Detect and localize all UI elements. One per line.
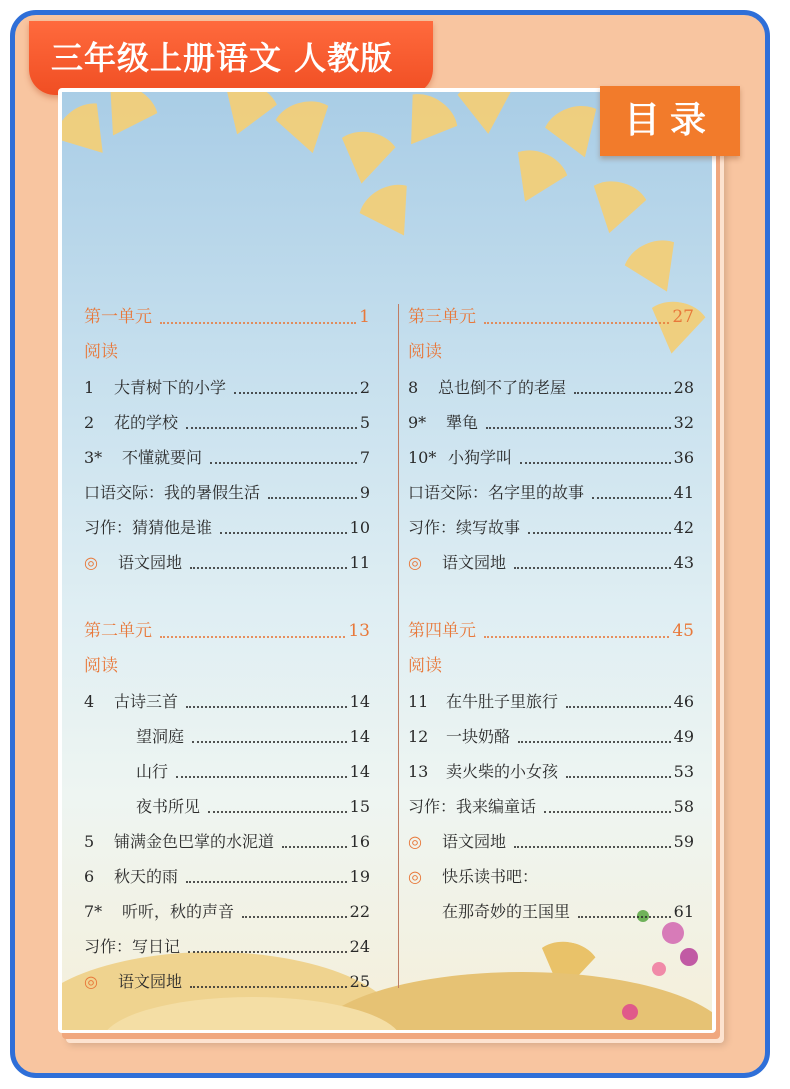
leader-dots <box>186 706 347 708</box>
unit-page: 1 <box>359 307 370 327</box>
toc-entry[interactable] <box>84 545 370 580</box>
unit-title: 第四单元 <box>408 621 476 641</box>
entry-page: 7 <box>359 448 370 467</box>
leader-dots <box>578 916 671 918</box>
unit-page: 13 <box>348 621 370 641</box>
toc-entry[interactable] <box>408 754 694 789</box>
leader-dots <box>268 497 357 499</box>
toc-entry[interactable] <box>84 475 370 510</box>
unit-section <box>408 300 694 580</box>
leader-dots <box>210 462 357 464</box>
entry-title: 听听，秋的声音 <box>122 902 235 921</box>
leader-dots <box>544 811 671 813</box>
leader-dots <box>220 532 347 534</box>
leader-dots <box>160 322 356 324</box>
toc-entry[interactable] <box>408 475 694 510</box>
unit-heading[interactable] <box>84 614 370 649</box>
entry-page: 24 <box>349 937 370 956</box>
leader-dots <box>190 567 347 569</box>
toc-entry[interactable] <box>84 754 370 789</box>
toc-entry[interactable] <box>408 545 694 580</box>
entry-page: 59 <box>673 832 694 851</box>
entry-title: 犟龟 <box>446 413 479 432</box>
entry-page: 14 <box>349 727 370 746</box>
entry-title: 花的学校 <box>114 413 179 432</box>
category-label: 阅读 <box>408 342 442 362</box>
toc-entry[interactable] <box>408 684 694 719</box>
entry-number: 4 <box>84 692 95 711</box>
leader-dots <box>484 322 669 324</box>
entry-page: 42 <box>673 518 694 537</box>
entry-page: 15 <box>349 797 370 816</box>
entry-title: 夜书所见 <box>136 797 201 816</box>
circle-bullet-icon: ◎ <box>408 553 422 572</box>
toc-entry[interactable] <box>84 440 370 475</box>
entry-page: 22 <box>349 902 370 921</box>
entry-title: 口语交际：我的暑假生活 <box>84 483 261 502</box>
entry-title: 在那奇妙的王国里 <box>442 902 571 921</box>
leader-dots <box>592 497 671 499</box>
entry-page: 2 <box>359 378 370 397</box>
ginkgo-leaf-icon <box>450 92 522 137</box>
leader-dots <box>208 811 347 813</box>
category-label: 阅读 <box>408 656 442 676</box>
leader-dots <box>574 392 671 394</box>
unit-section <box>408 614 694 929</box>
toc-entry[interactable] <box>84 894 370 929</box>
entry-title: 不懂就要问 <box>122 448 203 467</box>
toc-entry[interactable] <box>84 964 370 999</box>
entry-page: 41 <box>673 483 694 502</box>
toc-entry[interactable] <box>408 405 694 440</box>
entry-title: 卖火柴的小女孩 <box>446 762 559 781</box>
entry-page: 58 <box>673 797 694 816</box>
circle-bullet-icon: ◎ <box>84 553 98 572</box>
toc-entry[interactable] <box>408 894 694 929</box>
unit-heading[interactable] <box>408 614 694 649</box>
entry-title: 语文园地 <box>118 553 183 572</box>
entry-page: 11 <box>349 553 370 572</box>
leader-dots <box>514 846 671 848</box>
entry-number: 6 <box>84 867 95 886</box>
flower-icon <box>652 962 666 976</box>
toc-entry[interactable] <box>84 719 370 754</box>
category-label: 阅读 <box>84 656 118 676</box>
toc-entry[interactable] <box>408 370 694 405</box>
entry-title: 习作：猜猜他是谁 <box>84 518 213 537</box>
leader-dots <box>188 951 347 953</box>
entry-number: 12 <box>408 727 429 746</box>
toc-entry[interactable] <box>408 719 694 754</box>
toc-entry[interactable] <box>84 789 370 824</box>
unit-heading[interactable] <box>84 300 370 335</box>
toc-column-right <box>408 300 694 963</box>
entry-title: 在牛肚子里旅行 <box>446 692 559 711</box>
entry-title: 秋天的雨 <box>114 867 179 886</box>
toc-entry[interactable] <box>84 929 370 964</box>
entry-number: 8 <box>408 378 419 397</box>
toc-entry[interactable] <box>408 440 694 475</box>
entry-page: 49 <box>673 727 694 746</box>
leader-dots <box>514 567 671 569</box>
toc-entry[interactable] <box>408 824 694 859</box>
ginkgo-leaf-icon <box>349 173 434 252</box>
toc-column-left <box>84 300 370 1033</box>
entry-page: 61 <box>673 902 694 921</box>
unit-heading[interactable] <box>408 300 694 335</box>
entry-page: 5 <box>359 413 370 432</box>
entry-title: 口语交际：名字里的故事 <box>408 483 585 502</box>
entry-title: 铺满金色巴掌的水泥道 <box>114 832 275 851</box>
leader-dots <box>566 776 671 778</box>
toc-entry[interactable] <box>84 370 370 405</box>
ginkgo-leaf-icon <box>576 174 655 242</box>
unit-section <box>84 300 370 580</box>
entry-number: 10* <box>408 448 437 467</box>
entry-title: 习作：写日记 <box>84 937 181 956</box>
circle-bullet-icon: ◎ <box>408 867 422 886</box>
entry-page: 14 <box>349 762 370 781</box>
entry-page: 36 <box>673 448 694 467</box>
entry-title: 习作：我来编童话 <box>408 797 537 816</box>
toc-entry[interactable] <box>84 684 370 719</box>
leader-dots <box>528 532 671 534</box>
entry-page: 53 <box>673 762 694 781</box>
unit-title: 第二单元 <box>84 621 152 641</box>
leader-dots <box>190 986 347 988</box>
entry-page: 46 <box>673 692 694 711</box>
entry-page: 16 <box>349 832 370 851</box>
leader-dots <box>160 636 345 638</box>
entry-number: 7* <box>84 902 103 921</box>
entry-number: 3* <box>84 448 103 467</box>
category-label: 阅读 <box>84 342 118 362</box>
entry-number: 9* <box>408 413 427 432</box>
unit-title: 第一单元 <box>84 307 152 327</box>
toc-entry[interactable] <box>84 510 370 545</box>
entry-number: 2 <box>84 413 95 432</box>
unit-page: 45 <box>672 621 694 641</box>
entry-page: 9 <box>359 483 370 502</box>
leader-dots <box>242 916 347 918</box>
leader-dots <box>520 462 671 464</box>
banner-title: 三年级上册语文 人教版 <box>29 21 433 95</box>
unit-title: 第三单元 <box>408 307 476 327</box>
leader-dots <box>192 741 347 743</box>
toc-entry[interactable] <box>408 859 694 894</box>
entry-page: 25 <box>349 972 370 991</box>
leader-dots <box>566 706 671 708</box>
entry-number: 11 <box>408 692 429 711</box>
entry-page: 32 <box>673 413 694 432</box>
toc-entry[interactable] <box>84 405 370 440</box>
contents-tag: 目录 <box>600 86 740 156</box>
ginkgo-leaf-icon <box>614 230 698 306</box>
entry-title: 总也倒不了的老屋 <box>438 378 567 397</box>
circle-bullet-icon: ◎ <box>84 972 98 991</box>
entry-page: 28 <box>673 378 694 397</box>
unit-page: 27 <box>672 307 694 327</box>
entry-title: 语文园地 <box>442 832 507 851</box>
leader-dots <box>186 427 357 429</box>
entry-page: 43 <box>673 553 694 572</box>
entry-title: 一块奶酪 <box>446 727 511 746</box>
leader-dots <box>176 776 347 778</box>
entry-title: 快乐读书吧： <box>442 867 539 886</box>
leader-dots <box>518 741 671 743</box>
toc-entry[interactable] <box>408 789 694 824</box>
leader-dots <box>186 881 347 883</box>
toc-entry[interactable] <box>84 859 370 894</box>
toc-entry[interactable] <box>84 824 370 859</box>
column-divider <box>398 304 399 988</box>
entry-title: 语文园地 <box>442 553 507 572</box>
entry-page: 10 <box>349 518 370 537</box>
entry-title: 古诗三首 <box>114 692 179 711</box>
entry-title: 山行 <box>136 762 169 781</box>
entry-page: 14 <box>349 692 370 711</box>
entry-title: 大青树下的小学 <box>114 378 227 397</box>
leader-dots <box>282 846 347 848</box>
entry-page: 19 <box>349 867 370 886</box>
flower-icon <box>622 1004 638 1020</box>
toc-entry[interactable] <box>408 510 694 545</box>
entry-number: 1 <box>84 378 95 397</box>
entry-number: 13 <box>408 762 429 781</box>
entry-title: 语文园地 <box>118 972 183 991</box>
entry-title: 习作：续写故事 <box>408 518 521 537</box>
circle-bullet-icon: ◎ <box>408 832 422 851</box>
leader-dots <box>484 636 669 638</box>
entry-title: 小狗学叫 <box>448 448 513 467</box>
leader-dots <box>234 392 357 394</box>
unit-section <box>84 614 370 999</box>
entry-number: 5 <box>84 832 95 851</box>
leader-dots <box>486 427 671 429</box>
entry-title: 望洞庭 <box>136 727 185 746</box>
